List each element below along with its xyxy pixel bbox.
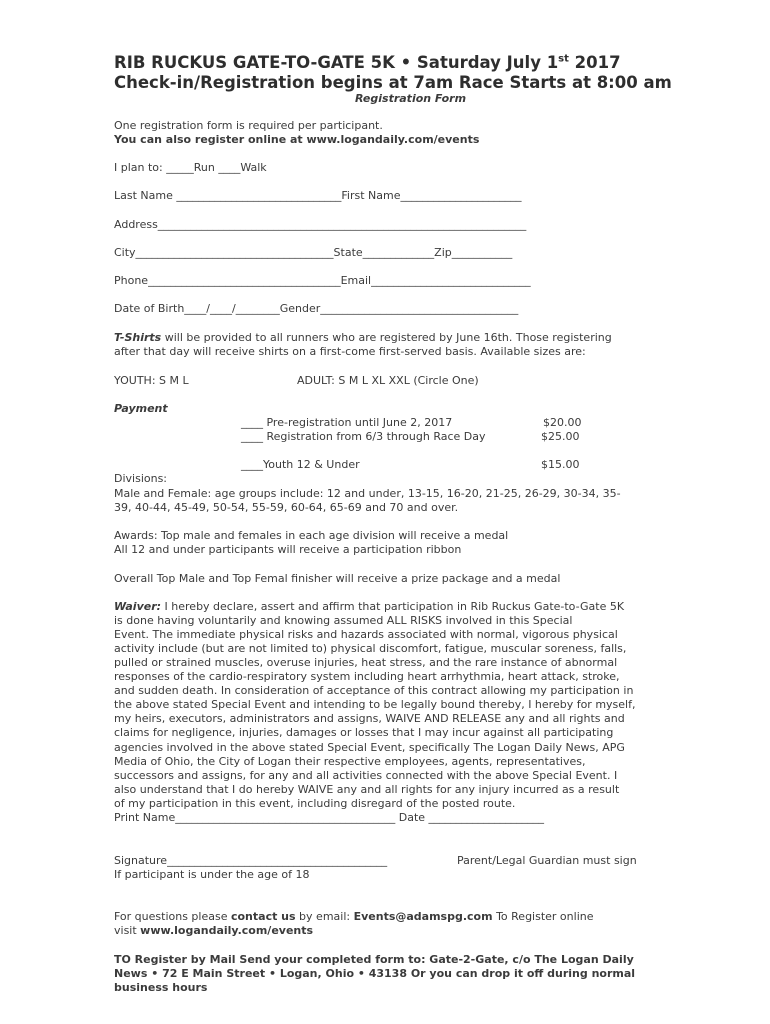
contact-line: [114, 910, 594, 923]
waiver-line: of my participation in this event, including disregard of the posted route.: [114, 797, 516, 810]
divisions-line-2: 39, 40-44, 45-49, 50-54, 55-59, 60-64, 65-69 and 70 and over.: [114, 501, 459, 514]
dob-gender-field[interactable]: Date of Birth____/____/________Gender____________________________________: [114, 302, 519, 315]
waiver-text: I hereby declare, assert and affirm that participation in Rib Ruckus Gate-to-Gate 5K: [161, 600, 625, 613]
title-year: 2017: [568, 53, 621, 72]
tshirts-label: T-Shirts: [114, 331, 162, 344]
payment-price: $25.00: [541, 430, 580, 443]
payment-price: $15.00: [541, 458, 580, 471]
tshirts-line-2: after that day will receive shirts on a first-come first-served basis. Available sizes are:: [114, 345, 586, 358]
waiver-line: and sudden death. In consideration of acceptance of this contract allowing my participation in: [114, 684, 634, 697]
divisions-label: Divisions:: [114, 472, 168, 485]
awards-line-1: Awards: Top male and females in each age division will receive a medal: [114, 529, 509, 542]
waiver-line: also understand that I do hereby WAIVE any and all rights for any injury incurred as a result: [114, 783, 620, 796]
city-state-zip-field[interactable]: City____________________________________State_____________Zip___________: [114, 246, 513, 259]
tshirts-line-1: [114, 331, 612, 344]
waiver-line: agencies involved in the above stated Special Event, specifically The Logan Daily News, APG: [114, 741, 625, 754]
contact-email-link[interactable]: Events@adamspg.com: [353, 910, 493, 923]
guardian-note: Parent/Legal Guardian must sign: [457, 854, 637, 867]
events-url-link[interactable]: www.logandaily.com/events: [140, 924, 314, 937]
waiver-line: is done having voluntarily and knowing assumed ALL RISKS involved in this Special: [114, 614, 573, 627]
waiver-label: Waiver:: [114, 600, 162, 613]
form-subtitle: Registration Form: [355, 92, 467, 105]
contact-us-link[interactable]: contact us: [230, 910, 296, 923]
address-field[interactable]: Address___________________________________________________________________: [114, 218, 527, 231]
mail-line-3: business hours: [114, 981, 208, 994]
divisions-line-1: Male and Female: age groups include: 12 and under, 13-15, 16-20, 21-25, 26-29, 30-34, 35-: [114, 487, 621, 500]
title-superscript: st: [558, 53, 569, 65]
payment-label: Payment: [114, 402, 168, 415]
name-field[interactable]: Last Name ______________________________First Name______________________: [114, 189, 522, 202]
plan-field[interactable]: I plan to: _____Run ____Walk: [114, 161, 267, 174]
payment-option[interactable]: ____ Pre-registration until June 2, 2017: [241, 416, 453, 429]
overall-awards: Overall Top Male and Top Femal finisher will receive a prize package and a medal: [114, 572, 561, 585]
visit-text: visit: [114, 924, 141, 937]
contact-pre: For questions please: [114, 910, 231, 923]
payment-option[interactable]: ____ Registration from 6/3 through Race Day: [241, 430, 486, 443]
form-title: [114, 53, 621, 72]
waiver-line: Event. The immediate physical risks and hazards associated with normal, vigorous physical: [114, 628, 618, 641]
contact-mid: by email:: [295, 910, 354, 923]
tshirts-text: will be provided to all runners who are registered by June 16th. Those registering: [161, 331, 612, 344]
waiver-line: successors and assigns, for any and all activities connected with the above Special Event. I: [114, 769, 618, 782]
awards-line-2: All 12 and under participants will receive a participation ribbon: [114, 543, 462, 556]
waiver-line: my heirs, executors, administrators and assigns, WAIVE AND RELEASE any and all rights and: [114, 712, 625, 725]
waiver-line: Media of Ohio, the City of Logan their respective employees, agents, representatives,: [114, 755, 586, 768]
waiver-line: claims for negligence, injuries, damages or losses that I may incur against all participating: [114, 726, 614, 739]
phone-email-field[interactable]: Phone___________________________________Email_____________________________: [114, 274, 531, 287]
waiver-line: pulled or strained muscles, overuse injuries, heat stress, and the rare instance of abnormal: [114, 656, 618, 669]
signature-field[interactable]: Signature________________________________________: [114, 854, 388, 867]
waiver-line: responses of the cardio-respiratory system including heart arrhythmia, heart attack, stroke,: [114, 670, 620, 683]
mail-line-1: TO Register by Mail Send your completed form to: Gate-2-Gate, c/o The Logan Daily: [114, 953, 634, 966]
mail-line-2: News • 72 E Main Street • Logan, Ohio • 43138 Or you can drop it off during normal: [114, 967, 636, 980]
checkin-line: Check-in/Registration begins at 7am Race Starts at 8:00 am: [114, 73, 672, 92]
print-name-date-field[interactable]: Print Name________________________________________ Date _____________________: [114, 811, 545, 824]
visit-line: [114, 924, 313, 937]
waiver-line: activity include (but are not limited to) physical discomfort, fatigue, muscular soreness, falls,: [114, 642, 627, 655]
waiver-line: [114, 600, 624, 613]
payment-price: $20.00: [543, 416, 582, 429]
adult-sizes[interactable]: ADULT: S M L XL XXL (Circle One): [297, 374, 479, 387]
guardian-note-2: If participant is under the age of 18: [114, 868, 310, 881]
contact-post: To Register online: [492, 910, 594, 923]
payment-option[interactable]: ____Youth 12 & Under: [241, 458, 360, 471]
title-text: RIB RUCKUS GATE-TO-GATE 5K • Saturday July 1: [114, 53, 559, 72]
waiver-line: the above stated Special Event and intending to be legally bound thereby, I hereby for myself,: [114, 698, 636, 711]
intro-line-1: One registration form is required per participant.: [114, 119, 383, 132]
intro-line-2: You can also register online at www.logandaily.com/events: [114, 133, 480, 146]
youth-sizes[interactable]: YOUTH: S M L: [114, 374, 189, 387]
